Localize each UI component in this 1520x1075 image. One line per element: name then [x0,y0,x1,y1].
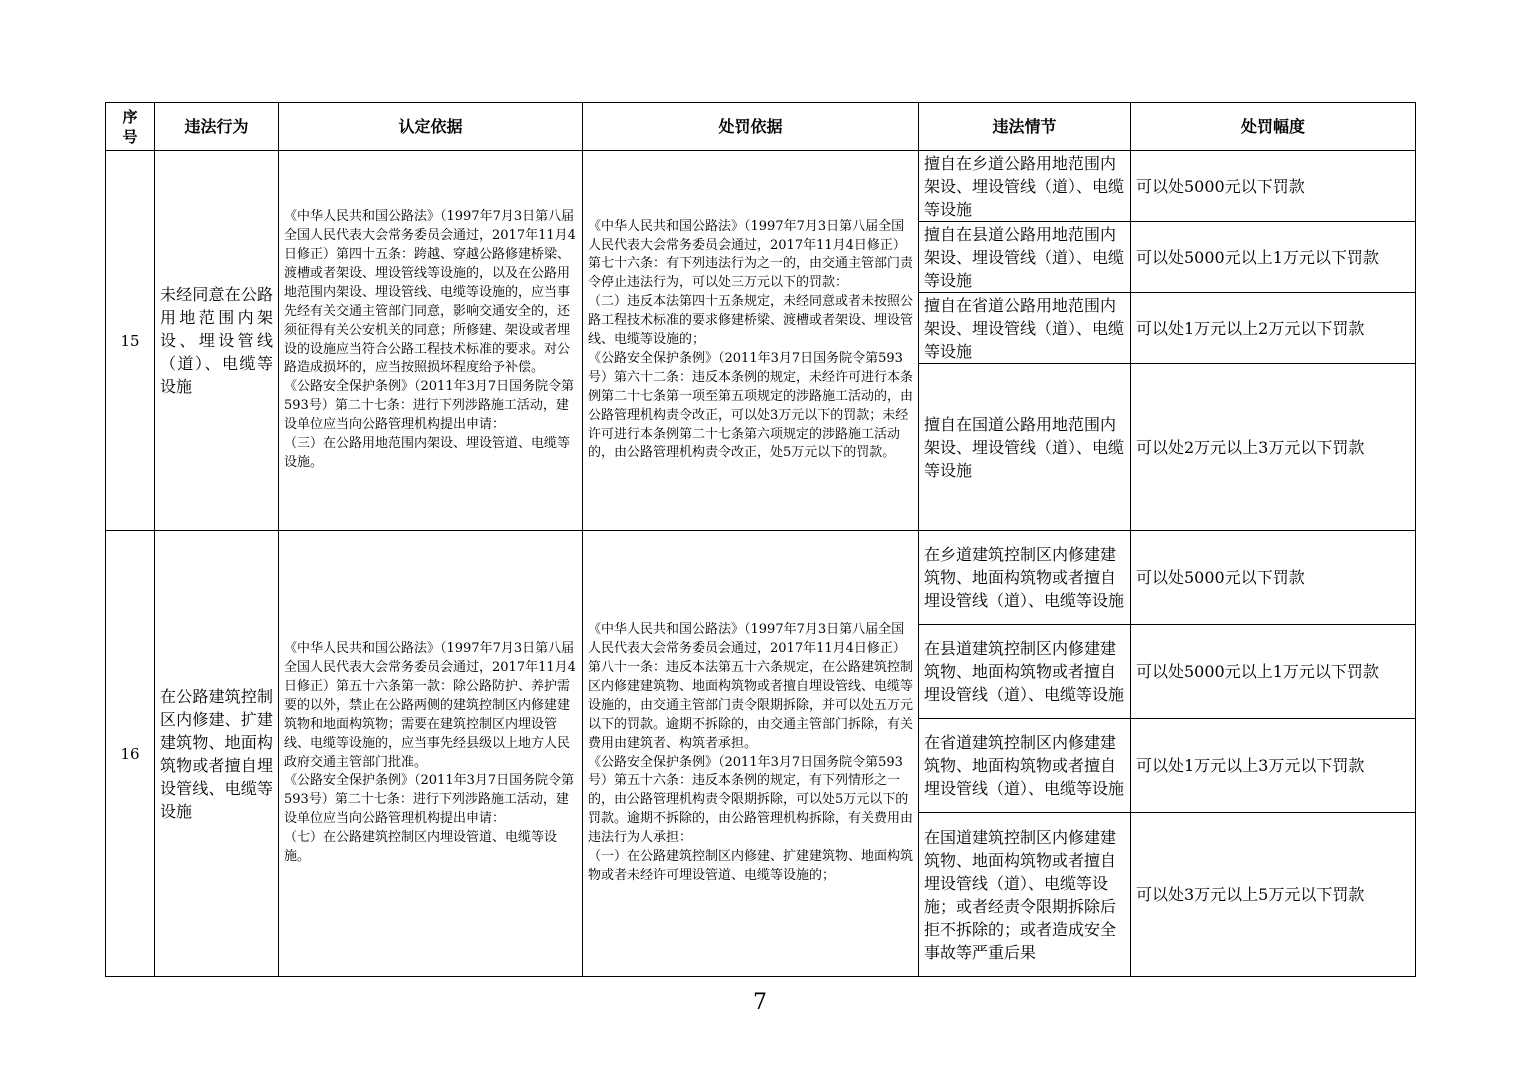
table-row [106,151,1416,222]
determination-basis [279,151,583,531]
row-number: 15 [106,151,155,531]
punishment-basis-text: 《中华人民共和国公路法》（1997年7月3日第八届全国人民代表大会常务委员会通过，2017年11月4日修正）第七十六条：有下列违法行为之一的，由交通主管部门责令停止违法行为，可以处三万元以下的罚款： （二）违反本法第四十五条规定，未经同意或者未按照公路工程技术标准的要求修建桥梁、渡槽或者架设、埋设管线、电缆等设施的； 《公路安全保护条例》（2011年3月7日国务院令第593号）第六十二条：违反本条例的规定，未经许可进行本条例第二十七条第一项至第五项规定的涉路施工活动的，由公路管理机构责令改正，可以处3万元以下的罚款；未经许可进行本条例第二十七条第六项规定的涉路施工活动的，由公路管理机构责令改正，处5万元以下的罚款。 [588,218,914,461]
violation-plot: 擅自在省道公路用地范围内架设、埋设管线（道）、电缆等设施 [919,293,1131,364]
violation-plot: 在县道建筑控制区内修建建筑物、地面构筑物或者擅自埋设管线（道）、电缆等设施 [919,625,1131,719]
determination-basis-text: 《中华人民共和国公路法》（1997年7月3日第八届全国人民代表大会常务委员会通过，2017年11月4日修正）第五十六条第一款：除公路防护、养护需要的以外，禁止在公路两侧的建筑控制区内修建建筑物和地面构筑物；需要在建筑控制区内埋设管线、电缆等设施的，应当事先经县级以上地方人民政府交通主管部门批准。 《公路安全保护条例》（2011年3月7日国务院令第593号）第二十七条：进行下列涉路施工活动，建设单位应当向公路管理机构提出申请： （七）在公路建筑控制区内埋设管道、电缆等设施。 [284,641,576,865]
violation-act: 未经同意在公路用地范围内架设、埋设管线（道）、电缆等设施 [155,151,279,531]
penalty-range: 可以处5000元以上1万元以下罚款 [1131,222,1416,293]
punishment-basis [583,531,919,977]
page-number: 7 [753,990,767,1015]
row-number: 16 [106,531,155,977]
header-act: 违法行为 [155,103,279,151]
violation-plot: 擅自在乡道公路用地范围内架设、埋设管线（道）、电缆等设施 [919,151,1131,222]
determination-basis [279,531,583,977]
punishment-basis-text: 《中华人民共和国公路法》（1997年7月3日第八届全国人民代表大会常务委员会通过，2017年11月4日修正）第八十一条：违反本法第五十六条规定，在公路建筑控制区内修建建筑物、地面构筑物或者擅自埋设管线、电缆等设施的，由交通主管部门责令限期拆除，并可以处五万元以下的罚款。逾期不拆除的，由交通主管部门拆除，有关费用由建筑者、构筑者承担。 《公路安全保护条例》（2011年3月7日国务院令第593号）第五十六条：违反本条例的规定，有下列情形之一的，由公路管理机构责令限期拆除，可以处5万元以下的罚款。逾期不拆除的，由公路管理机构拆除，有关费用由违法行为人承担： （一）在公路建筑控制区内修建、扩建建筑物、地面构筑物或者未经许可埋设管道、电缆等设施的； [588,622,914,883]
penalty-range: 可以处3万元以上5万元以下罚款 [1131,813,1416,977]
penalty-table [105,102,1416,977]
header-plot: 违法情节 [919,103,1131,151]
header-range: 处罚幅度 [1131,103,1416,151]
header-no: 序 号 [106,103,155,151]
violation-plot: 在省道建筑控制区内修建建筑物、地面构筑物或者擅自埋设管线（道）、电缆等设施 [919,719,1131,813]
determination-basis-text: 《中华人民共和国公路法》（1997年7月3日第八届全国人民代表大会常务委员会通过，2017年11月4日修正）第四十五条：跨越、穿越公路修建桥梁、渡槽或者架设、埋设管线等设施的，以及在公路用地范围内架设、埋设管线、电缆等设施的，应当事先经有关交通主管部门同意，影响交通安全的，还须征得有关公安机关的同意；所修建、架设或者埋设的设施应当符合公路工程技术标准的要求。对公路造成损坏的，应当按照损坏程度给予补偿。 《公路安全保护条例》（2011年3月7日国务院令第593号）第二十七条：进行下列涉路施工活动，建设单位应当向公路管理机构提出申请： （三）在公路用地范围内架设、埋设管道、电缆等设施。 [284,209,576,470]
penalty-range: 可以处5000元以下罚款 [1131,151,1416,222]
penalty-range: 可以处2万元以上3万元以下罚款 [1131,364,1416,531]
violation-plot: 在国道建筑控制区内修建建筑物、地面构筑物或者擅自埋设管线（道）、电缆等设施；或者经责令限期拆除后拒不拆除的；或者造成安全事故等严重后果 [919,813,1131,977]
violation-act: 在公路建筑控制区内修建、扩建建筑物、地面构筑物或者擅自埋设管线、电缆等设施 [155,531,279,977]
violation-plot: 擅自在县道公路用地范围内架设、埋设管线（道）、电缆等设施 [919,222,1131,293]
penalty-range: 可以处1万元以上3万元以下罚款 [1131,719,1416,813]
violation-plot: 在乡道建筑控制区内修建建筑物、地面构筑物或者擅自埋设管线（道）、电缆等设施 [919,531,1131,625]
penalty-range: 可以处5000元以下罚款 [1131,531,1416,625]
table-row [106,531,1416,625]
punishment-basis [583,151,919,531]
table-header-row [106,103,1416,151]
penalty-range: 可以处1万元以上2万元以下罚款 [1131,293,1416,364]
violation-plot: 擅自在国道公路用地范围内架设、埋设管线（道）、电缆等设施 [919,364,1131,531]
penalty-range: 可以处5000元以上1万元以下罚款 [1131,625,1416,719]
header-punish: 处罚依据 [583,103,919,151]
header-determine: 认定依据 [279,103,583,151]
